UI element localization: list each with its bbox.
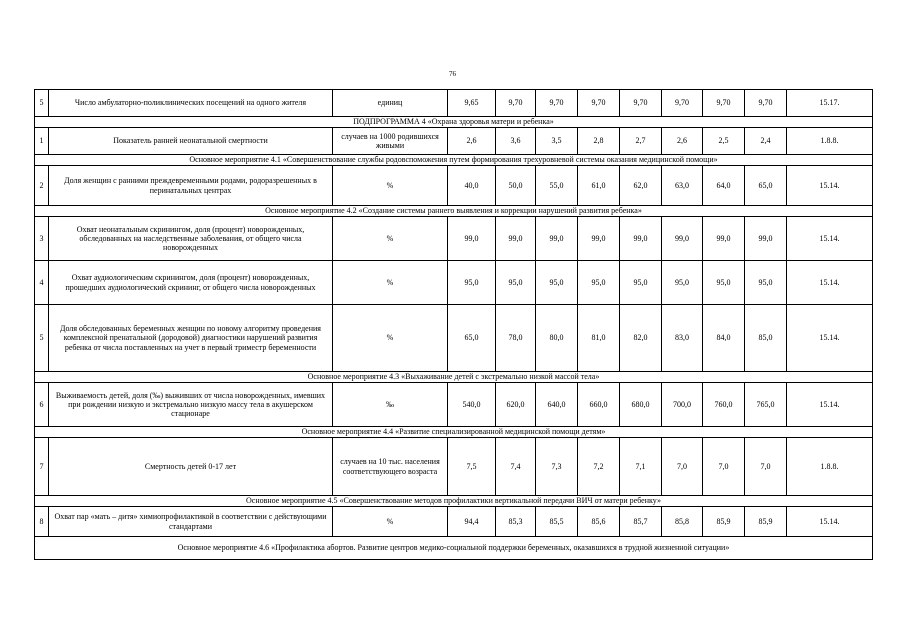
row-number: 5 (35, 305, 49, 372)
value-cell: 9,70 (578, 90, 620, 117)
reference-code: 15.14. (787, 383, 873, 427)
table-row (35, 166, 873, 206)
value-cell: 2,7 (620, 128, 662, 155)
indicator-name: Выживаемость детей, доля (‰) выживших от числа новорожденных, имевших при рождении низкую и экстремально низкую массу тела в акушерском стационаре (49, 383, 333, 427)
value-cell: 85,6 (578, 507, 620, 537)
unit-of-measure: % (333, 305, 448, 372)
reference-code: 1.8.8. (787, 128, 873, 155)
value-cell: 82,0 (620, 305, 662, 372)
value-cell: 2,5 (703, 128, 745, 155)
value-cell: 62,0 (620, 166, 662, 206)
value-cell: 85,7 (620, 507, 662, 537)
value-cell: 9,70 (536, 90, 578, 117)
value-cell: 680,0 (620, 383, 662, 427)
row-number: 5 (35, 90, 49, 117)
indicator-name: Доля обследованных беременных женщин по новому алгоритму проведения комплексной пренатальной (дородовой) диагностики нарушений развития ребенка от числа поставленных на учет в первый триместр беременности (49, 305, 333, 372)
value-cell: 95,0 (578, 261, 620, 305)
row-number: 7 (35, 438, 49, 496)
value-cell: 85,9 (703, 507, 745, 537)
value-cell: 2,4 (745, 128, 787, 155)
value-cell: 660,0 (578, 383, 620, 427)
unit-of-measure: случаев на 10 тыс. населения соответствующего возраста (333, 438, 448, 496)
value-cell: 2,6 (662, 128, 703, 155)
reference-code: 15.14. (787, 261, 873, 305)
value-cell: 640,0 (536, 383, 578, 427)
value-cell: 55,0 (536, 166, 578, 206)
indicators-table (34, 89, 873, 560)
reference-code: 1.8.8. (787, 438, 873, 496)
table-row (35, 217, 873, 261)
reference-code: 15.17. (787, 90, 873, 117)
indicator-name: Смертность детей 0-17 лет (49, 438, 333, 496)
reference-code: 15.14. (787, 217, 873, 261)
table-row (35, 128, 873, 155)
unit-of-measure: % (333, 507, 448, 537)
value-cell: 99,0 (703, 217, 745, 261)
row-number: 2 (35, 166, 49, 206)
value-cell: 85,8 (662, 507, 703, 537)
value-cell: 95,0 (703, 261, 745, 305)
section-row (35, 537, 873, 560)
value-cell: 99,0 (448, 217, 496, 261)
row-number: 3 (35, 217, 49, 261)
value-cell: 50,0 (496, 166, 536, 206)
row-number: 6 (35, 383, 49, 427)
value-cell: 95,0 (448, 261, 496, 305)
value-cell: 85,3 (496, 507, 536, 537)
section-title: Основное мероприятие 4.4 «Развитие специализированной медицинской помощи детям» (35, 427, 873, 438)
section-row (35, 155, 873, 166)
value-cell: 765,0 (745, 383, 787, 427)
row-number: 8 (35, 507, 49, 537)
unit-of-measure: единиц (333, 90, 448, 117)
value-cell: 95,0 (536, 261, 578, 305)
reference-code: 15.14. (787, 166, 873, 206)
value-cell: 95,0 (496, 261, 536, 305)
value-cell: 65,0 (745, 166, 787, 206)
value-cell: 85,5 (536, 507, 578, 537)
unit-of-measure: % (333, 166, 448, 206)
indicator-name: Охват аудиологическим скринингом, доля (процент) новорожденных, прошедших аудиологический скрининг, от общего числа новорожденных (49, 261, 333, 305)
unit-of-measure: % (333, 261, 448, 305)
value-cell: 85,0 (745, 305, 787, 372)
section-title: ПОДПРОГРАММА 4 «Охрана здоровья матери и ребенка» (35, 117, 873, 128)
value-cell: 99,0 (662, 217, 703, 261)
value-cell: 9,70 (496, 90, 536, 117)
value-cell: 95,0 (620, 261, 662, 305)
value-cell: 81,0 (578, 305, 620, 372)
value-cell: 78,0 (496, 305, 536, 372)
section-row (35, 206, 873, 217)
section-row (35, 117, 873, 128)
value-cell: 620,0 (496, 383, 536, 427)
table-row (35, 305, 873, 372)
value-cell: 9,70 (745, 90, 787, 117)
page-number: 76 (449, 70, 456, 78)
value-cell: 99,0 (496, 217, 536, 261)
indicator-name: Доля женщин с ранними преждевременными родами, родоразрешенных в перинатальных центрах (49, 166, 333, 206)
table-row (35, 507, 873, 537)
value-cell: 99,0 (578, 217, 620, 261)
value-cell: 7,5 (448, 438, 496, 496)
value-cell: 700,0 (662, 383, 703, 427)
value-cell: 63,0 (662, 166, 703, 206)
indicator-name: Охват пар «мать – дитя» химиопрофилактикой в соответствии с действующими стандартами (49, 507, 333, 537)
value-cell: 64,0 (703, 166, 745, 206)
value-cell: 7,0 (662, 438, 703, 496)
value-cell: 2,8 (578, 128, 620, 155)
value-cell: 99,0 (745, 217, 787, 261)
value-cell: 83,0 (662, 305, 703, 372)
section-title: Основное мероприятие 4.5 «Совершенствование методов профилактики вертикальной передачи ВИЧ от матери ребенку» (35, 496, 873, 507)
value-cell: 760,0 (703, 383, 745, 427)
section-title: Основное мероприятие 4.2 «Создание системы раннего выявления и коррекции нарушений развития ребенка» (35, 206, 873, 217)
value-cell: 94,4 (448, 507, 496, 537)
indicator-name: Показатель ранней неонатальной смертности (49, 128, 333, 155)
value-cell: 540,0 (448, 383, 496, 427)
indicator-name: Число амбулаторно-поликлинических посещений на одного жителя (49, 90, 333, 117)
value-cell: 95,0 (745, 261, 787, 305)
unit-of-measure: % (333, 217, 448, 261)
value-cell: 84,0 (703, 305, 745, 372)
unit-of-measure: случаев на 1000 родившихся живыми (333, 128, 448, 155)
section-row (35, 427, 873, 438)
table-row (35, 438, 873, 496)
value-cell: 80,0 (536, 305, 578, 372)
value-cell: 9,70 (620, 90, 662, 117)
value-cell: 3,6 (496, 128, 536, 155)
value-cell: 9,65 (448, 90, 496, 117)
indicator-name: Охват неонатальным скринингом, доля (процент) новорожденных, обследованных на наследственные заболевания, от общего числа новорожденных (49, 217, 333, 261)
section-title: Основное мероприятие 4.6 «Профилактика абортов. Развитие центров медико-социальной поддержки беременных, оказавшихся в трудной жизненной ситуации» (35, 537, 873, 560)
value-cell: 3,5 (536, 128, 578, 155)
table-row (35, 261, 873, 305)
value-cell: 2,6 (448, 128, 496, 155)
value-cell: 7,4 (496, 438, 536, 496)
value-cell: 9,70 (662, 90, 703, 117)
reference-code: 15.14. (787, 507, 873, 537)
value-cell: 99,0 (536, 217, 578, 261)
value-cell: 85,9 (745, 507, 787, 537)
section-row (35, 372, 873, 383)
reference-code: 15.14. (787, 305, 873, 372)
value-cell: 95,0 (662, 261, 703, 305)
row-number: 1 (35, 128, 49, 155)
section-title: Основное мероприятие 4.3 «Выхаживание детей с экстремально низкой массой тела» (35, 372, 873, 383)
value-cell: 9,70 (703, 90, 745, 117)
value-cell: 7,1 (620, 438, 662, 496)
section-title: Основное мероприятие 4.1 «Совершенствование службы родовспоможения путем формирования трехуровневой системы оказания медицинской помощи» (35, 155, 873, 166)
table-row (35, 90, 873, 117)
value-cell: 99,0 (620, 217, 662, 261)
value-cell: 61,0 (578, 166, 620, 206)
value-cell: 7,3 (536, 438, 578, 496)
value-cell: 40,0 (448, 166, 496, 206)
section-row (35, 496, 873, 507)
value-cell: 7,0 (703, 438, 745, 496)
unit-of-measure: ‰ (333, 383, 448, 427)
value-cell: 7,2 (578, 438, 620, 496)
value-cell: 7,0 (745, 438, 787, 496)
table-row (35, 383, 873, 427)
row-number: 4 (35, 261, 49, 305)
value-cell: 65,0 (448, 305, 496, 372)
